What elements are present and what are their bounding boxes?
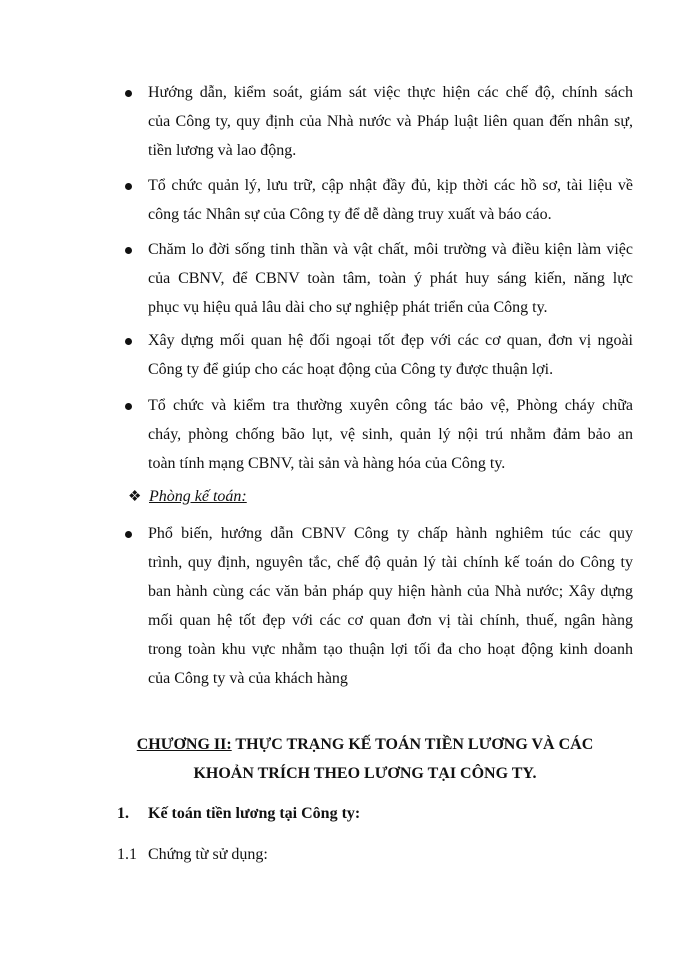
bullet-dot-icon <box>125 403 132 410</box>
bullet-line: Hướng dẫn, kiểm soát, giám sát việc thực hiện các chế độ, chính sách <box>148 84 633 101</box>
chapter-number: CHƯƠNG II: <box>136 736 232 753</box>
bullet-line: trong toàn khu vực nhằm tạo thuận lợi tối đa cho hoạt động kinh doanh <box>148 641 633 658</box>
bullet-line: toàn tính mạng CBNV, tài sản và hàng hóa của Công ty. <box>148 455 506 472</box>
bullet-dot-icon <box>125 90 132 97</box>
bullet-line: Chăm lo đời sống tinh thần và vật chất, môi trường và điều kiện làm việc <box>148 241 633 258</box>
diamond-bullet-icon: ❖ <box>128 489 142 505</box>
bullet-line: Tổ chức quản lý, lưu trữ, cập nhật đầy đủ, kịp thời các hồ sơ, tài liệu về <box>148 177 633 194</box>
bullet-line: Xây dựng mối quan hệ đối ngoại tốt đẹp với các cơ quan, đơn vị ngoài <box>148 332 633 349</box>
bullet-line: của Công ty, quy định của Nhà nước và Pháp luật liên quan đến nhân sự, <box>148 113 633 130</box>
bullet-line: Phổ biến, hướng dẫn CBNV Công ty chấp hành nghiêm túc các quy <box>148 525 633 542</box>
bullet-line: của CBNV, để CBNV toàn tâm, toàn ý phát huy sáng kiến, năng lực <box>148 270 633 287</box>
section-1-number: 1. <box>117 805 129 822</box>
section-1-1-title: Chứng từ sử dụng: <box>148 846 268 863</box>
bullet-line: trình, quy định, nguyên tắc, chế độ quản lý tài chính kế toán do Công ty <box>148 554 633 571</box>
bullet-line: cháy, phòng chống bão lụt, vệ sinh, quản lý nội trú nhằm đảm bảo an <box>148 426 633 443</box>
bullet-line: mối quan hệ tốt đẹp với các cơ quan đơn vị tài chính, thuế, ngân hàng <box>148 612 633 629</box>
bullet-dot-icon <box>125 183 132 190</box>
section-1-1-number: 1.1 <box>117 846 137 863</box>
bullet-line: tiền lương và lao động. <box>148 142 297 159</box>
bullet-dot-icon <box>125 338 132 345</box>
chapter-title-line-1 <box>110 735 620 755</box>
bullet-line: Tổ chức và kiểm tra thường xuyên công tác bảo vệ, Phòng cháy chữa <box>148 397 633 414</box>
bullet-line: của Công ty và của khách hàng <box>148 670 348 687</box>
bullet-line: ban hành cùng các văn bản pháp quy hiện hành của Nhà nước; Xây dựng <box>148 583 633 600</box>
bullet-dot-icon <box>125 531 132 538</box>
chapter-title-line-2: KHOẢN TRÍCH THEO LƯƠNG TẠI CÔNG TY. <box>193 765 537 782</box>
bullet-dot-icon <box>125 247 132 254</box>
bullet-line: công tác Nhân sự của Công ty để dễ dàng truy xuất và báo cáo. <box>148 206 552 223</box>
subheading-label: Phòng kế toán: <box>149 488 247 505</box>
section-1-title: Kế toán tiền lương tại Công ty: <box>148 805 361 822</box>
bullet-line: Công ty để giúp cho các hoạt động của Công ty được thuận lợi. <box>148 361 554 378</box>
chapter-title-text: THỰC TRẠNG KẾ TOÁN TIỀN LƯƠNG VÀ CÁC <box>231 736 594 753</box>
bullet-line: phục vụ hiệu quả lâu dài cho sự nghiệp phát triển của Công ty. <box>148 299 548 316</box>
